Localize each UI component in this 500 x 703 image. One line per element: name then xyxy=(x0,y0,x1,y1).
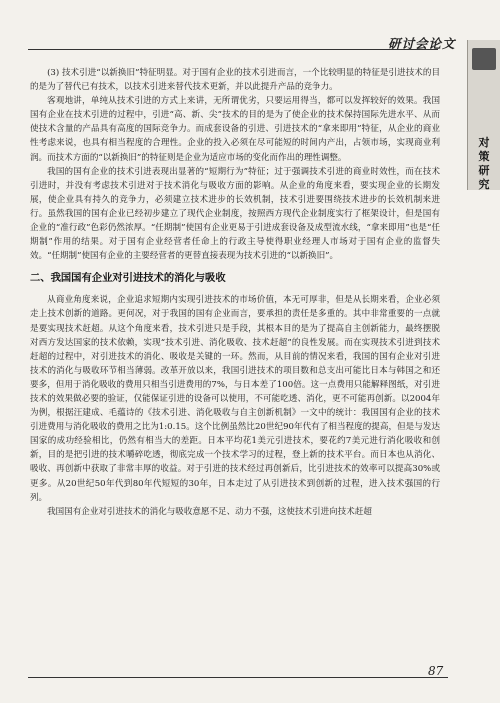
section-marker-icon xyxy=(472,48,496,70)
paragraph: 我国国有企业对引进技术的消化与吸收意愿不足、动力不强，这使技术引进向技术赶超 xyxy=(47,506,372,517)
paragraph: 客观地讲，单纯从技术引进的方式上来讲，无所谓优劣，只要运用得当，都可以发挥较好的效果。我国国有企业在技术引进的过程中，引进“高、新、尖”技术的目的是为了使企业的技术保持国际先进水平、从而使技术含量的产品具有高度的国际竞争力。而成套设备的引进、引进技术的“拿来即用”特征，从企业的商业性考虑来说，也具有相当程度的合理性。企业的投入必须在尽可能短的时间内产出，占领市场，实现商业利润。而技术方面的“以新换旧”的特征则是企业为适应市场的变化而作出的理性调整。 xyxy=(30,96,440,163)
side-section-tab xyxy=(467,40,500,190)
article-body xyxy=(30,66,440,519)
paragraph: 我国的国有企业的技术引进表现出显著的“短期行为”特征；过于强调技术引进的商业时效性，而在技术引进时，并没有考虑技术引进对于技术消化与吸收方面的影响。从企业的角度来看，要实现企业的长期发展，使企业具有持久的竞争力，必须建立技术进步的长效机制，技术引进要围绕技术进步的长效机制来进行。虽然我国的国有企业已经初步建立了现代企业制度，按照西方现代企业制度实行了框架设计，但是国有企业的“准行政”色彩仍然浓厚。“任期制”使国有企业更易于引进成套设备及成型流水线，“拿来即用”也是“任期制”作用的结果。对于国有企业经营者任命上的行政主导使得职业经理人市场对于国有企业的监督失效。“任期制”使国有企业的主要经营者的更替直接表现为技术引进的“以新换旧”。 xyxy=(30,166,440,262)
section-heading: 二、我国国有企业对引进技术的消化与吸收 xyxy=(30,272,226,285)
paragraph: 从商业角度来说，企业追求短期内实现引进技术的市场价值，本无可厚非，但是从长期来看，企业必须走上技术创新的道路。更何况，对于我国的国有企业而言，要承担的责任是多重的。其中非常重要的一点就是要实现技术赶超。从这个角度来看，技术引进只是手段，其根本目的是为了提高自主创新能力，最终摆脱对西方发达国家的技术依赖，实现“技术引进、消化吸收、技术赶超”的良性发展。而在实现技术引进到技术赶超的过程中，对引进技术的消化、吸收是关键的一环。然而，从目前的情况来看，我国的国有企业对引进技术的消化与吸收环节相当薄弱。改革开放以来，我国引进技术的项目数和总支出可能比日本与韩国之和还要多，但用于消化吸收的费用只相当引进费用的7%，与日本差了100倍。这一点费用只能解释图纸，对引进技术的效果做必要的验证，仅能保证引进的设备可以使用，不可能吃透、消化，更不可能再创新。以2004年为例，根据汪建成、毛蕴诗的《技术引进、消化吸收与自主创新机制》一文中的统计：我国国有企业的技术引进费用与消化吸收的费用之比为1:0.15。这个比例虽然比20世纪90年代有了相当程度的提高，但是与发达国家的成功经验相比，仍然有相当大的差距。日本平均花1美元引进技术，要花约7美元进行消化吸收和创新，目的是把引进的技术嚼碎吃透，彻底完成一个技术学习的过程，登上新的技术平台。而日本也从消化、吸收、再创新中获取了非常丰厚的收益。对于引进的技术经过再创新后，比引进技术的效率可以提高30%或更多。从20世纪50年代到80年代短短的30年，日本走过了从引进技术到创新的过程，进入技术强国的行列。 xyxy=(30,295,440,503)
footer-rule xyxy=(28,677,448,678)
page-number: 87 xyxy=(428,664,444,678)
header-rule xyxy=(28,49,438,50)
paragraph: (3) 技术引进“以新换旧”特征明显。对于国有企业的技术引进而言，一个比较明显的特征是引进技术的目的是为了替代已有技术，以技术引进来替代技术更新，并以此提升产品的竞争力。 xyxy=(30,68,440,93)
side-tab-label: 对 策 研 究 xyxy=(478,136,490,191)
running-header-title: 研讨会论文 xyxy=(388,36,456,51)
